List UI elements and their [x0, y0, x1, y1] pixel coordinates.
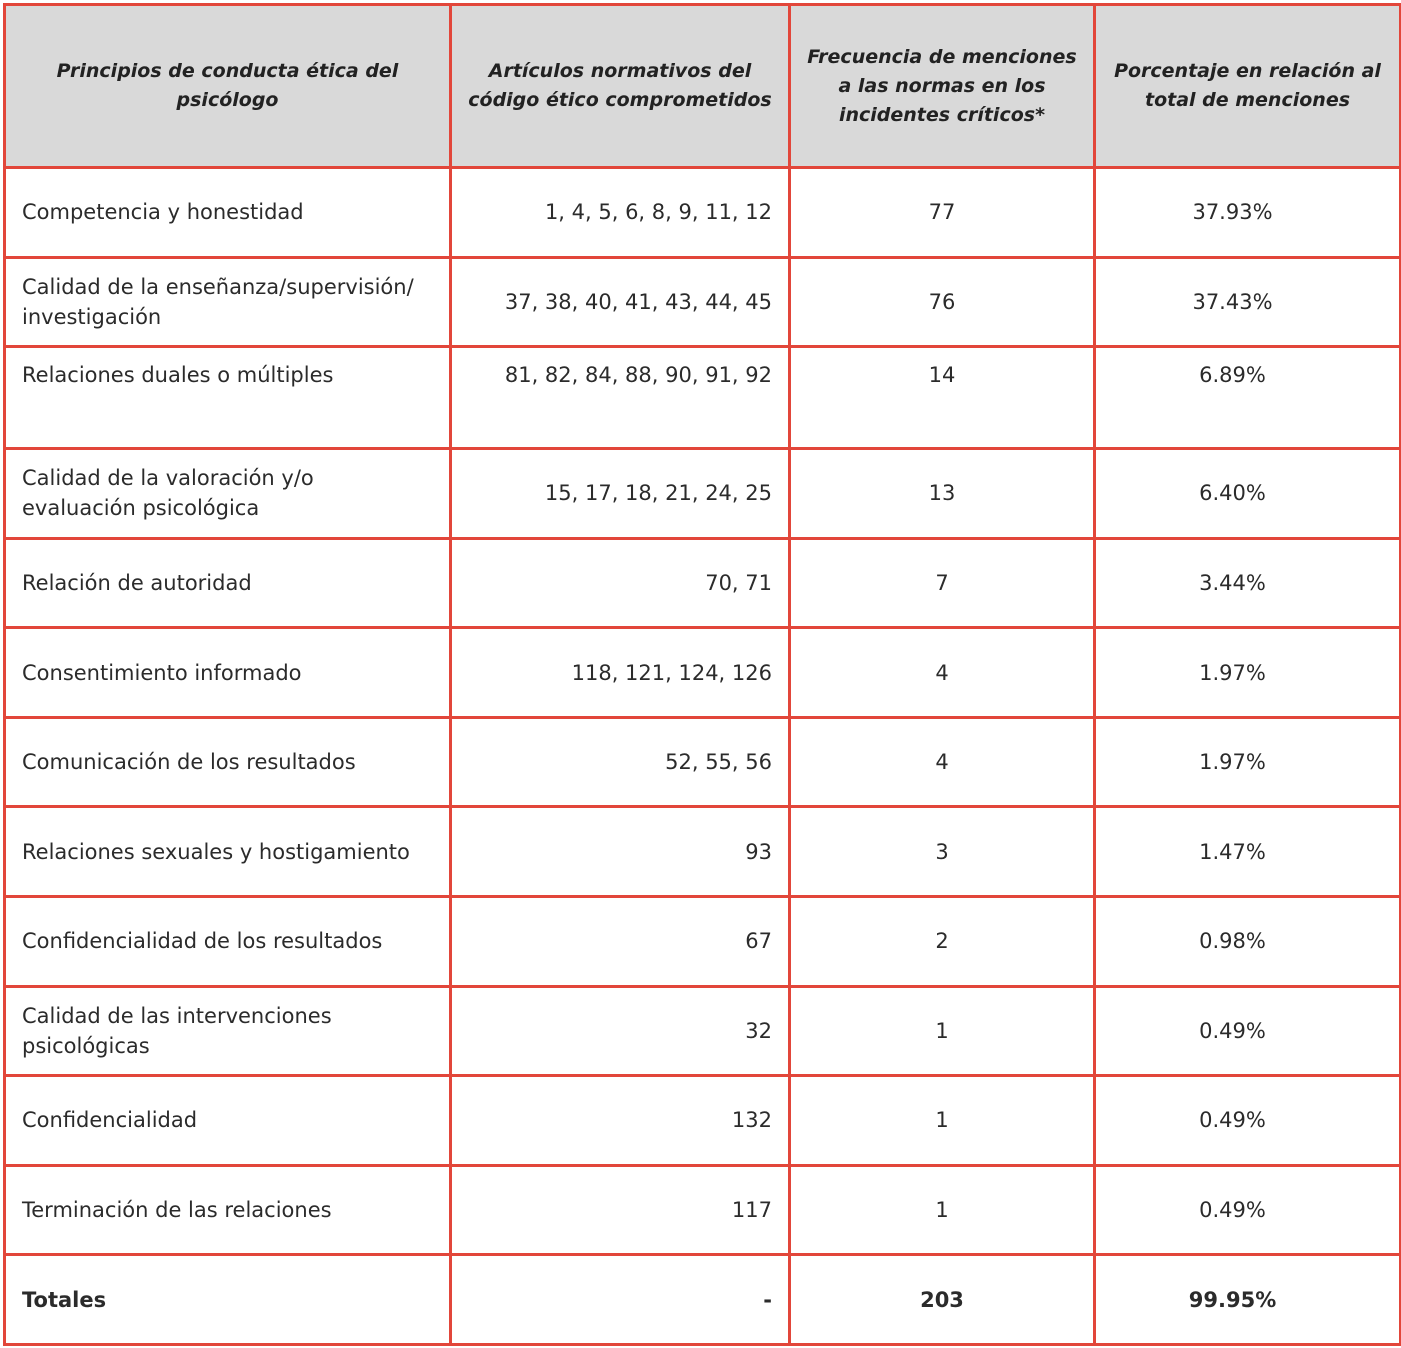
header-articles: Artículos normativos del código ético comprometidos — [451, 5, 790, 168]
table-row — [5, 538, 1401, 628]
cell-articles: 15, 17, 18, 21, 24, 25 — [451, 449, 790, 539]
cell-principle: Consentimiento informado — [5, 628, 451, 718]
cell-frequency: 1 — [790, 986, 1095, 1076]
table-row — [5, 717, 1401, 807]
table-row — [5, 628, 1401, 718]
cell-frequency: 3 — [790, 807, 1095, 897]
cell-frequency: 4 — [790, 628, 1095, 718]
table-row — [5, 896, 1401, 986]
cell-principle: Terminación de las relaciones — [5, 1165, 451, 1255]
cell-principle: Relación de autoridad — [5, 538, 451, 628]
cell-percentage: 0.49% — [1095, 986, 1401, 1076]
cell-frequency: 2 — [790, 896, 1095, 986]
table-row — [5, 449, 1401, 539]
cell-frequency: 13 — [790, 449, 1095, 539]
header-row — [5, 5, 1401, 168]
cell-articles: 37, 38, 40, 41, 43, 44, 45 — [451, 257, 790, 347]
totals-row — [5, 1255, 1401, 1345]
table-row — [5, 986, 1401, 1076]
table-row — [5, 257, 1401, 347]
cell-percentage: 0.49% — [1095, 1165, 1401, 1255]
cell-articles: 70, 71 — [451, 538, 790, 628]
cell-principle: Confidencialidad — [5, 1076, 451, 1166]
cell-articles: 32 — [451, 986, 790, 1076]
cell-percentage: 1.97% — [1095, 628, 1401, 718]
cell-articles: 81, 82, 84, 88, 90, 91, 92 — [451, 347, 790, 449]
table-row — [5, 168, 1401, 258]
cell-percentage: 1.47% — [1095, 807, 1401, 897]
cell-principle: Calidad de las intervenciones psicológicas — [5, 986, 451, 1076]
table-row — [5, 1165, 1401, 1255]
cell-frequency: 14 — [790, 347, 1095, 449]
cell-principle: Confidencialidad de los resultados — [5, 896, 451, 986]
cell-percentage: 37.43% — [1095, 257, 1401, 347]
cell-articles: 1, 4, 5, 6, 8, 9, 11, 12 — [451, 168, 790, 258]
cell-frequency: 4 — [790, 717, 1095, 807]
header-percentage: Porcentaje en relación al total de menciones — [1095, 5, 1401, 168]
cell-articles: 117 — [451, 1165, 790, 1255]
cell-principle: Relaciones sexuales y hostigamiento — [5, 807, 451, 897]
cell-percentage: 37.93% — [1095, 168, 1401, 258]
totals-percentage: 99.95% — [1095, 1255, 1401, 1345]
cell-articles: 132 — [451, 1076, 790, 1166]
cell-frequency: 77 — [790, 168, 1095, 258]
cell-principle: Competencia y honestidad — [5, 168, 451, 258]
cell-frequency: 1 — [790, 1165, 1095, 1255]
cell-articles: 118, 121, 124, 126 — [451, 628, 790, 718]
cell-principle: Comunicación de los resultados — [5, 717, 451, 807]
cell-articles: 67 — [451, 896, 790, 986]
table-row — [5, 807, 1401, 897]
cell-percentage: 1.97% — [1095, 717, 1401, 807]
cell-percentage: 0.98% — [1095, 896, 1401, 986]
cell-percentage: 6.89% — [1095, 347, 1401, 449]
cell-frequency: 1 — [790, 1076, 1095, 1166]
header-principle: Principios de conducta ética del psicólogo — [5, 5, 451, 168]
table-row — [5, 347, 1401, 449]
table-row — [5, 1076, 1401, 1166]
totals-articles: - — [451, 1255, 790, 1345]
cell-articles: 52, 55, 56 — [451, 717, 790, 807]
cell-percentage: 0.49% — [1095, 1076, 1401, 1166]
cell-articles: 93 — [451, 807, 790, 897]
header-frequency: Frecuencia de menciones a las normas en los incidentes críticos* — [790, 5, 1095, 168]
cell-principle: Calidad de la valoración y/o evaluación psicológica — [5, 449, 451, 539]
totals-frequency: 203 — [790, 1255, 1095, 1345]
cell-frequency: 7 — [790, 538, 1095, 628]
totals-label: Totales — [5, 1255, 451, 1345]
cell-frequency: 76 — [790, 257, 1095, 347]
cell-percentage: 6.40% — [1095, 449, 1401, 539]
cell-principle: Calidad de la enseñanza/supervisión/ investigación — [5, 257, 451, 347]
cell-principle: Relaciones duales o múltiples — [5, 347, 451, 449]
cell-percentage: 3.44% — [1095, 538, 1401, 628]
ethics-table — [3, 3, 1401, 1346]
